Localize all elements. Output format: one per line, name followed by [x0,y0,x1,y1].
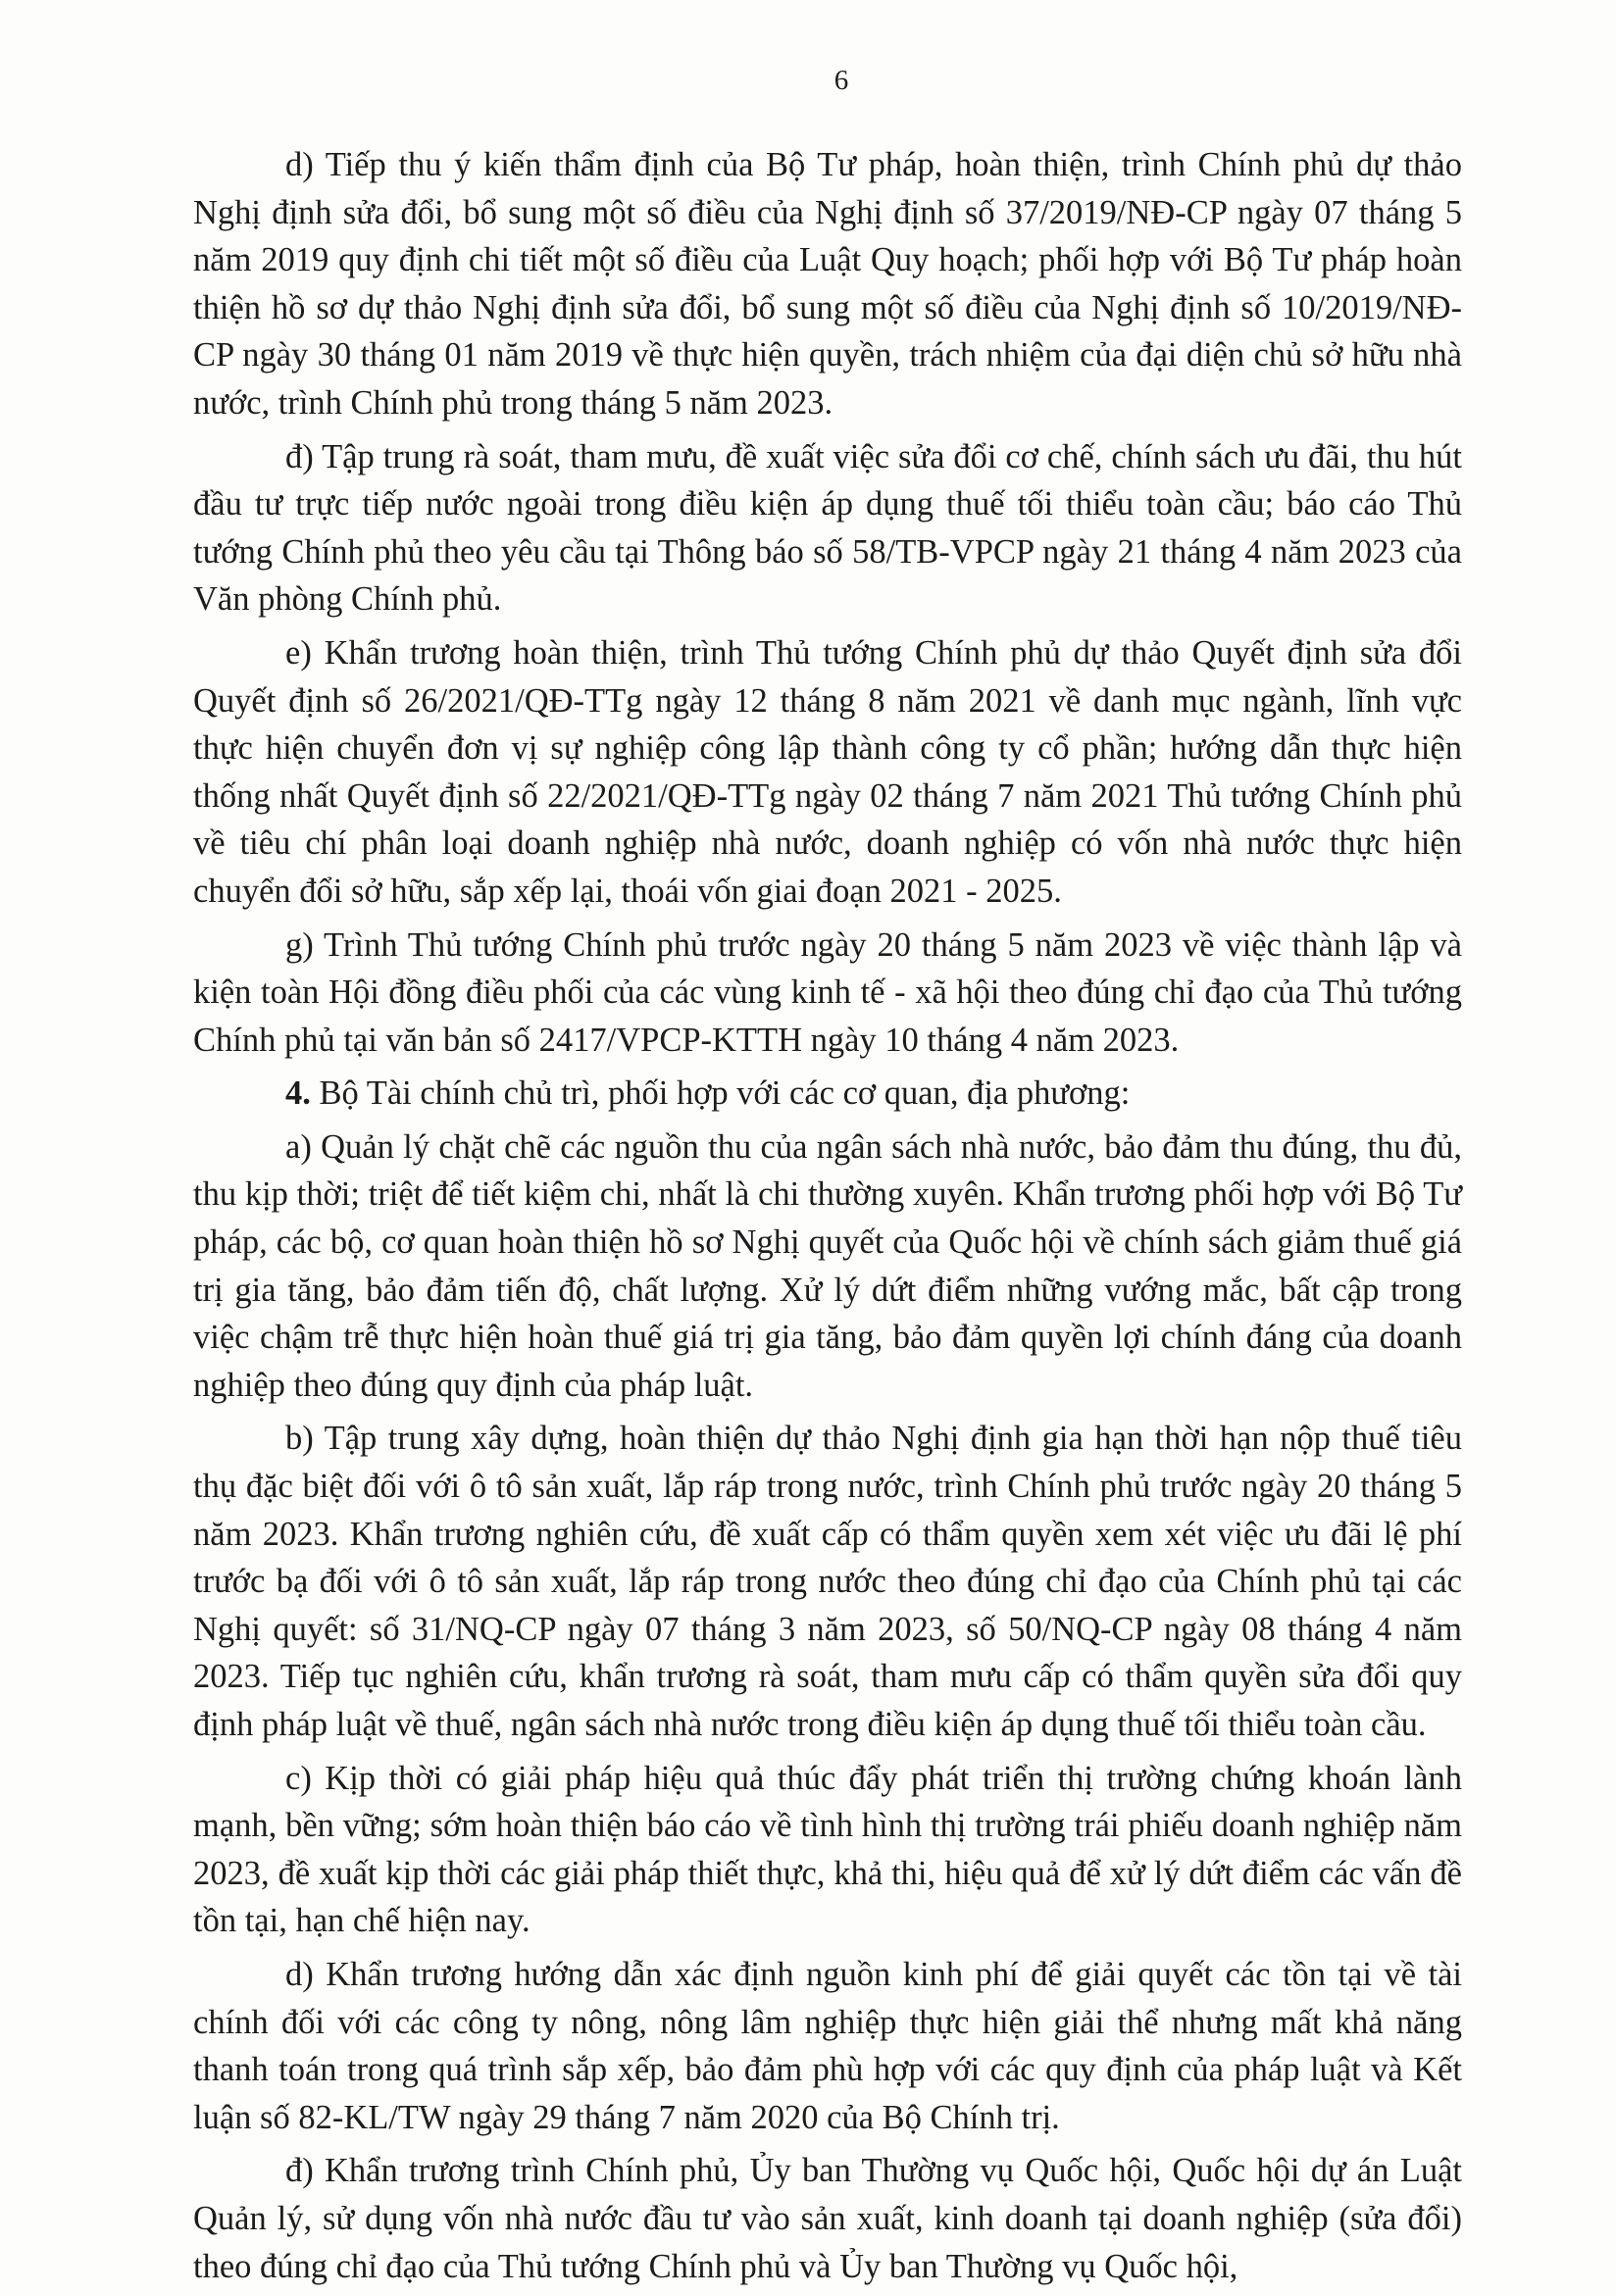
paragraph-item-a: a) Quản lý chặt chẽ các nguồn thu của ngân sách nhà nước, bảo đảm thu đúng, thu đủ, thu kịp thời; triệt để tiết kiệm chi, nhất là chi thường xuyên. Khẩn trương phối hợp với Bộ Tư pháp, các bộ, cơ quan hoàn thiện hồ sơ Nghị quyết của Quốc hội về chính sách giảm thuế giá trị gia tăng, bảo đảm tiến độ, chất lượng. Xử lý dứt điểm những vướng mắc, bất cập trong việc chậm trễ thực hiện hoàn thuế giá trị gia tăng, bảo đảm quyền lợi chính đáng của doanh nghiệp theo đúng quy định của pháp luật. [193,1127,1462,1404]
section-4-number: 4. [285,1074,311,1113]
document-body [193,141,1462,2296]
paragraph-item-dd: đ) Tập trung rà soát, tham mưu, đề xuất việc sửa đổi cơ chế, chính sách ưu đãi, thu hút đầu tư trực tiếp nước ngoài trong điều kiện áp dụng thuế tối thiểu toàn cầu; báo cáo Thủ tướng Chính phủ theo yêu cầu tại Thông báo số 58/TB-VPCP ngày 21 tháng 4 năm 2023 của Văn phòng Chính phủ. [193,437,1462,619]
paragraph-item-b: b) Tập trung xây dựng, hoàn thiện dự thảo Nghị định gia hạn thời hạn nộp thuế tiêu thụ đặc biệt đối với ô tô sản xuất, lắp ráp trong nước, trình Chính phủ trước ngày 20 tháng 5 năm 2023. Khẩn trương nghiên cứu, đề xuất cấp có thẩm quyền xem xét việc ưu đãi lệ phí trước bạ đối với ô tô sản xuất, lắp ráp trong nước theo đúng chỉ đạo của Chính phủ tại các Nghị quyết: số 31/NQ-CP ngày 07 tháng 3 năm 2023, số 50/NQ-CP ngày 08 tháng 4 năm 2023. Tiếp tục nghiên cứu, khẩn trương rà soát, tham mưu cấp có thẩm quyền sửa đổi quy định pháp luật về thuế, ngân sách nhà nước trong điều kiện áp dụng thuế tối thiểu toàn cầu. [193,1420,1462,1743]
section-4-heading [193,1070,1462,1118]
paragraph-item-dd-finance: đ) Khẩn trương trình Chính phủ, Ủy ban Thường vụ Quốc hội, Quốc hội dự án Luật Quản lý, sử dụng vốn nhà nước đầu tư vào sản xuất, kinh doanh tại doanh nghiệp (sửa đổi) theo đúng chỉ đạo của Thủ tướng Chính phủ và Ủy ban Thường vụ Quốc hội, [193,2152,1462,2285]
page-number: 6 [833,65,849,96]
paragraph-item-g: g) Trình Thủ tướng Chính phủ trước ngày 20 tháng 5 năm 2023 về việc thành lập và kiện toàn Hội đồng điều phối của các vùng kinh tế - xã hội theo đúng chỉ đạo của Thủ tướng Chính phủ tại văn bản số 2417/VPCP-KTTH ngày 10 tháng 4 năm 2023. [193,925,1462,1059]
paragraph-item-d: d) Tiếp thu ý kiến thẩm định của Bộ Tư pháp, hoàn thiện, trình Chính phủ dự thảo Nghị định sửa đổi, bổ sung một số điều của Nghị định số 37/2019/NĐ-CP ngày 07 tháng 5 năm 2019 quy định chi tiết một số điều của Luật Quy hoạch; phối hợp với Bộ Tư pháp hoàn thiện hồ sơ dự thảo Nghị định sửa đổi, bổ sung một số điều của Nghị định số 10/2019/NĐ-CP ngày 30 tháng 01 năm 2019 về thực hiện quyền, trách nhiệm của đại diện chủ sở hữu nhà nước, trình Chính phủ trong tháng 5 năm 2023. [193,146,1462,422]
paragraph-item-e: e) Khẩn trương hoàn thiện, trình Thủ tướng Chính phủ dự thảo Quyết định sửa đổi Quyết định số 26/2021/QĐ-TTg ngày 12 tháng 8 năm 2021 về danh mục ngành, lĩnh vực thực hiện chuyển đơn vị sự nghiệp công lập thành công ty cổ phần; hướng dẫn thực hiện thống nhất Quyết định số 22/2021/QĐ-TTg ngày 02 tháng 7 năm 2021 Thủ tướng Chính phủ về tiêu chí phân loại doanh nghiệp nhà nước, doanh nghiệp có vốn nhà nước thực hiện chuyển đổi sở hữu, sắp xếp lại, thoái vốn giai đoạn 2021 - 2025. [193,633,1462,910]
section-4-text: Bộ Tài chính chủ trì, phối hợp với các cơ quan, địa phương: [319,1074,1131,1113]
paragraph-item-d-finance: d) Khẩn trương hướng dẫn xác định nguồn kinh phí để giải quyết các tồn tại về tài chính đối với các công ty nông, nông lâm nghiệp thực hiện giải thể nhưng mất khả năng thanh toán trong quá trình sắp xếp, bảo đảm phù hợp với các quy định của pháp luật và Kết luận số 82-KL/TW ngày 29 tháng 7 năm 2020 của Bộ Chính trị. [193,1955,1462,2136]
paragraph-item-c: c) Kịp thời có giải pháp hiệu quả thúc đẩy phát triển thị trường chứng khoán lành mạnh, bền vững; sớm hoàn thiện báo cáo về tình hình thị trường trái phiếu doanh nghiệp năm 2023, đề xuất kịp thời các giải pháp thiết thực, khả thi, hiệu quả để xử lý dứt điểm các vấn đề tồn tại, hạn chế hiện nay. [193,1759,1462,1940]
